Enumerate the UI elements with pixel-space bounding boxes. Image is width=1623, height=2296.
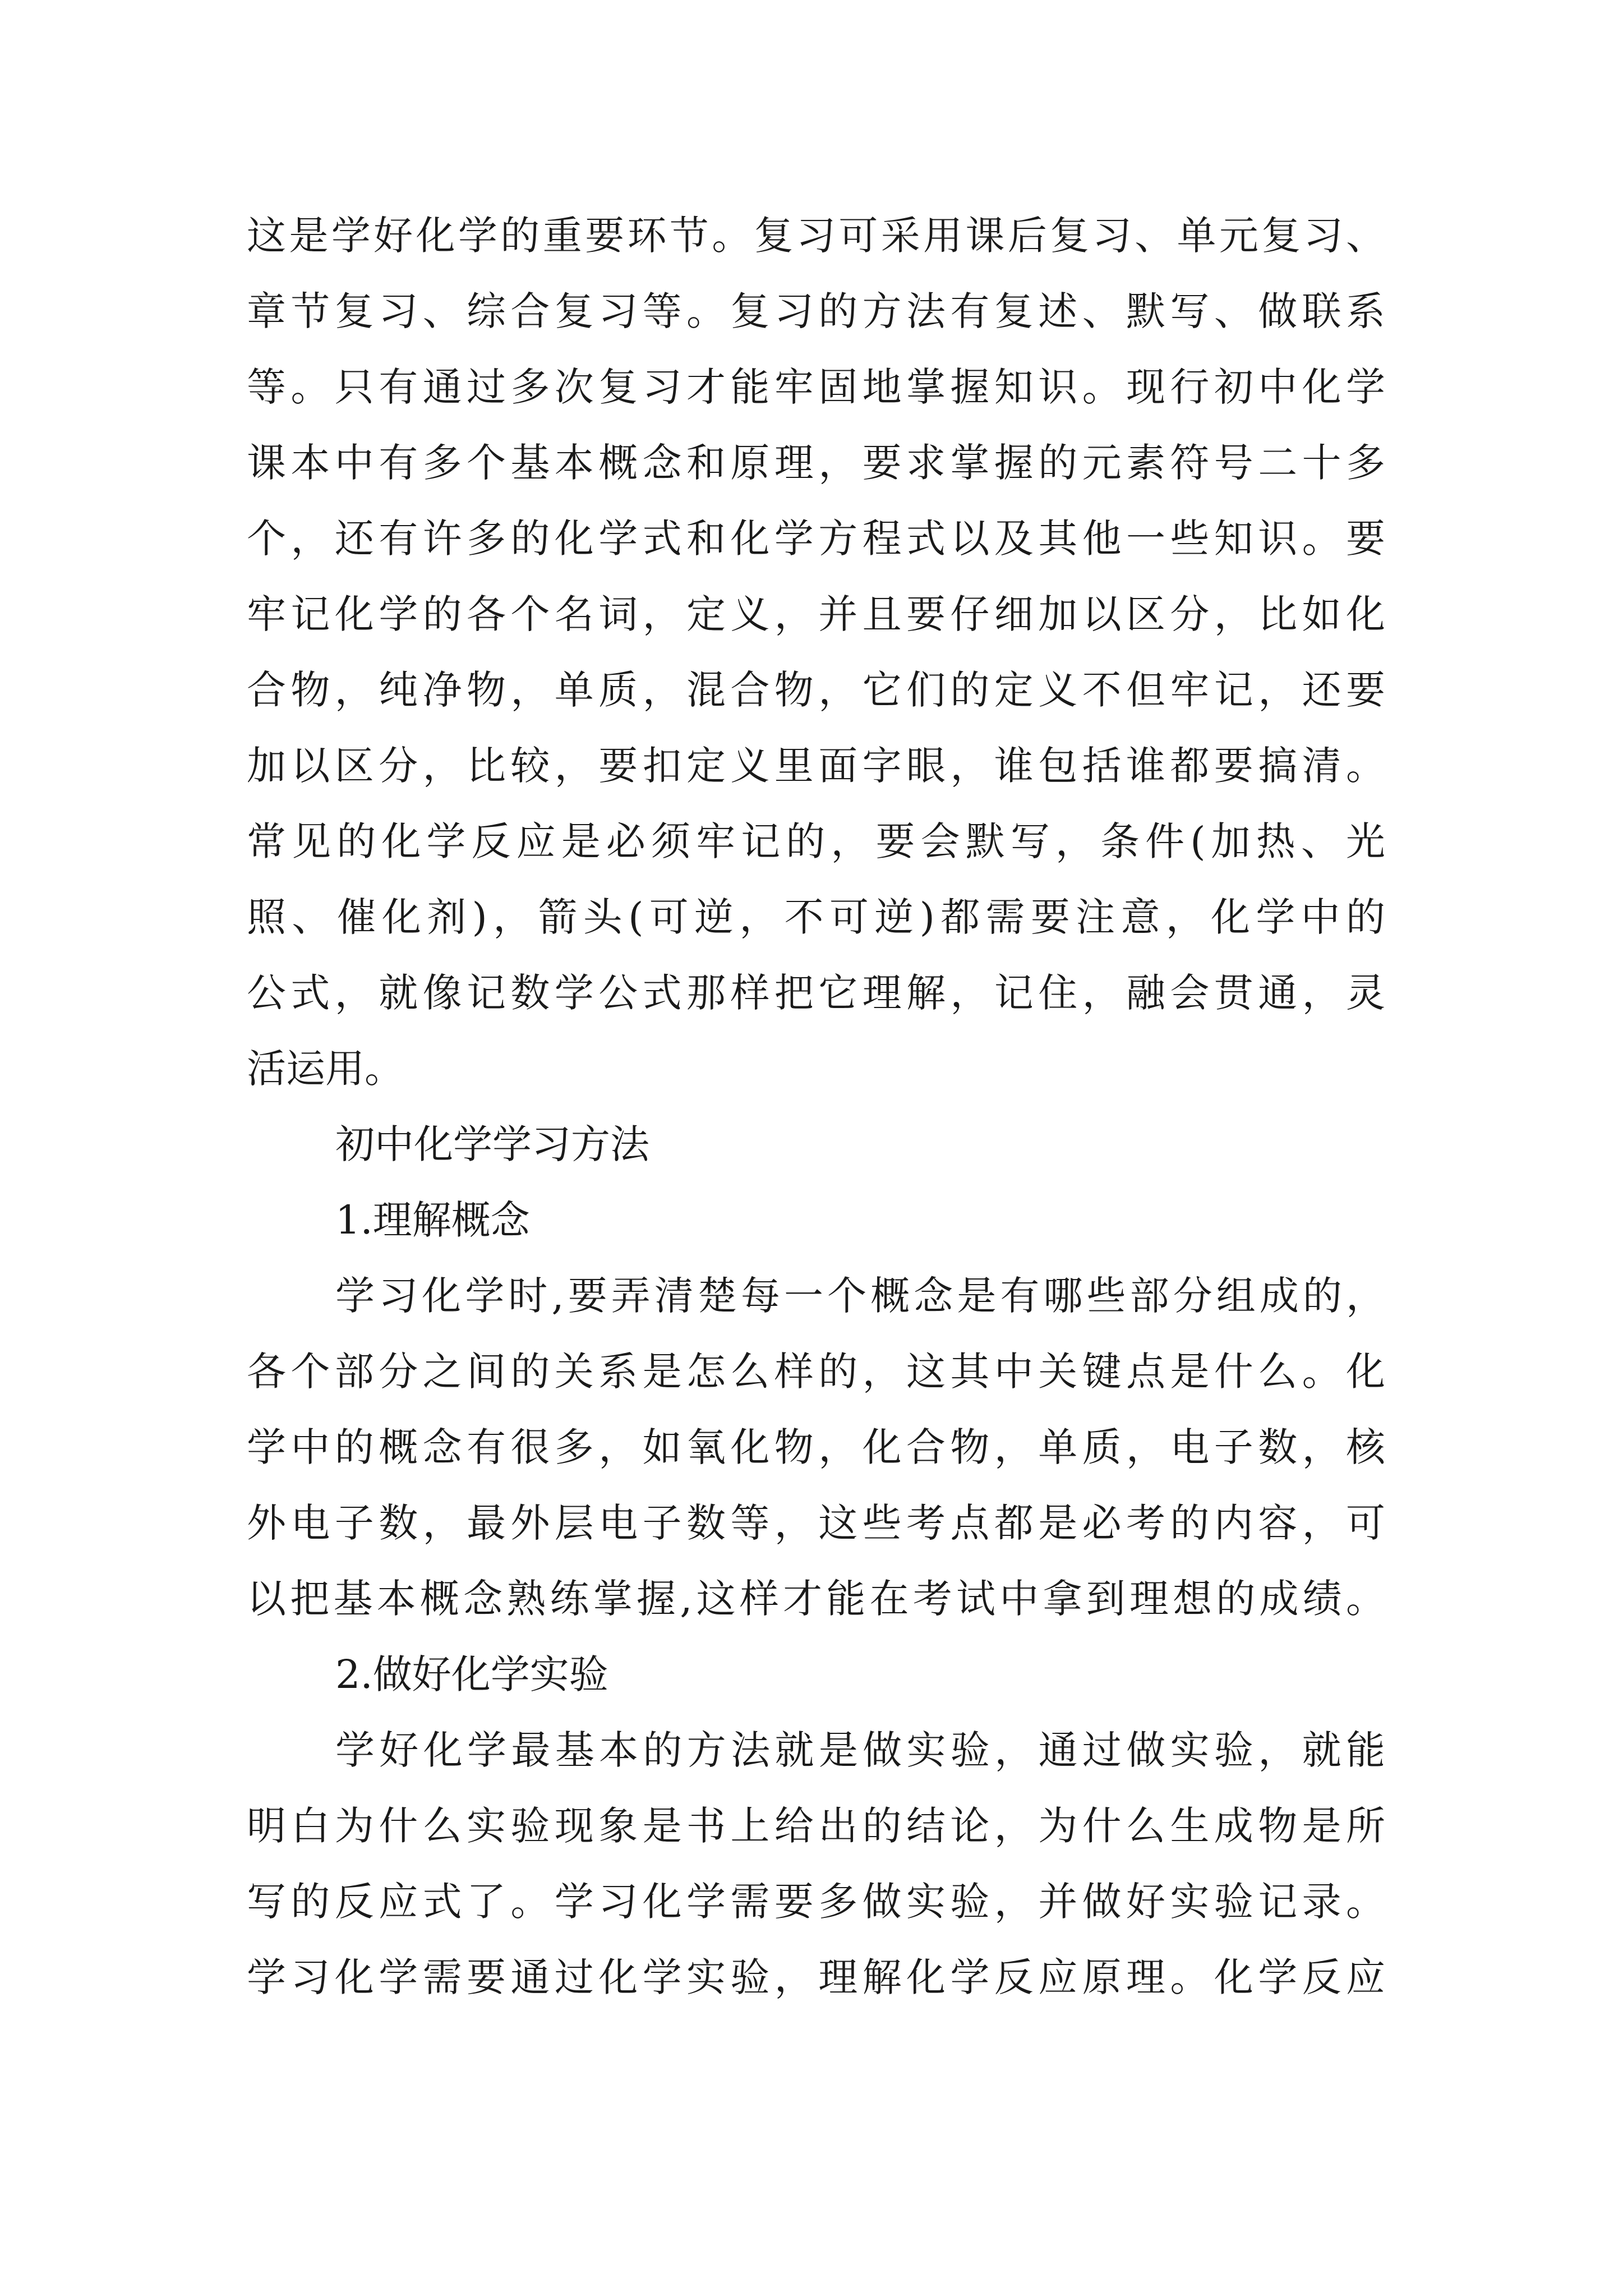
subsection-heading: 2.做好化学实验	[335, 1651, 608, 1697]
paragraph-line: 外电子数，最外层电子数等，这些考点都是必考的内容，可	[247, 1500, 1385, 1546]
paragraph-line: 学好化学最基本的方法就是做实验，通过做实验，就能	[335, 1727, 1385, 1773]
paragraph-line: 等。只有通过多次复习才能牢固地掌握知识。现行初中化学	[247, 364, 1385, 410]
paragraph-line: 加以区分，比较，要扣定义里面字眼，谁包括谁都要搞清。	[247, 743, 1385, 789]
paragraph-line: 公式，就像记数学公式那样把它理解，记住，融会贯通，灵	[247, 970, 1385, 1016]
paragraph-line: 牢记化学的各个名词，定义，并且要仔细加以区分，比如化	[247, 591, 1385, 637]
paragraph-line: 学习化学时,要弄清楚每一个概念是有哪些部分组成的，	[335, 1273, 1385, 1319]
paragraph-line: 这是学好化学的重要环节。复习可采用课后复习、单元复习、	[247, 213, 1385, 259]
subsection-heading: 1.理解概念	[335, 1197, 530, 1243]
paragraph-line: 课本中有多个基本概念和原理，要求掌握的元素符号二十多	[247, 440, 1385, 486]
paragraph-line: 写的反应式了。学习化学需要多做实验，并做好实验记录。	[247, 1879, 1385, 1925]
paragraph-line: 学中的概念有很多，如氧化物，化合物，单质，电子数，核	[247, 1424, 1385, 1470]
paragraph-line: 明白为什么实验现象是书上给出的结论，为什么生成物是所	[247, 1803, 1385, 1849]
paragraph-line: 常见的化学反应是必须牢记的，要会默写，条件(加热、光	[247, 818, 1385, 864]
paragraph-line: 照、催化剂)，箭头(可逆，不可逆)都需要注意，化学中的	[247, 894, 1385, 940]
paragraph-line: 活运用。	[247, 1046, 404, 1092]
paragraph-line: 以把基本概念熟练掌握,这样才能在考试中拿到理想的成绩。	[247, 1576, 1385, 1622]
paragraph-line: 各个部分之间的关系是怎么样的，这其中关键点是什么。化	[247, 1349, 1385, 1395]
paragraph-line: 合物，纯净物，单质，混合物，它们的定义不但牢记，还要	[247, 667, 1385, 713]
section-heading: 初中化学学习方法	[335, 1121, 649, 1167]
paragraph-line: 个，还有许多的化学式和化学方程式以及其他一些知识。要	[247, 516, 1385, 562]
paragraph-line: 学习化学需要通过化学实验，理解化学反应原理。化学反应	[247, 1954, 1385, 2000]
paragraph-line: 章节复习、综合复习等。复习的方法有复述、默写、做联系	[247, 288, 1385, 334]
